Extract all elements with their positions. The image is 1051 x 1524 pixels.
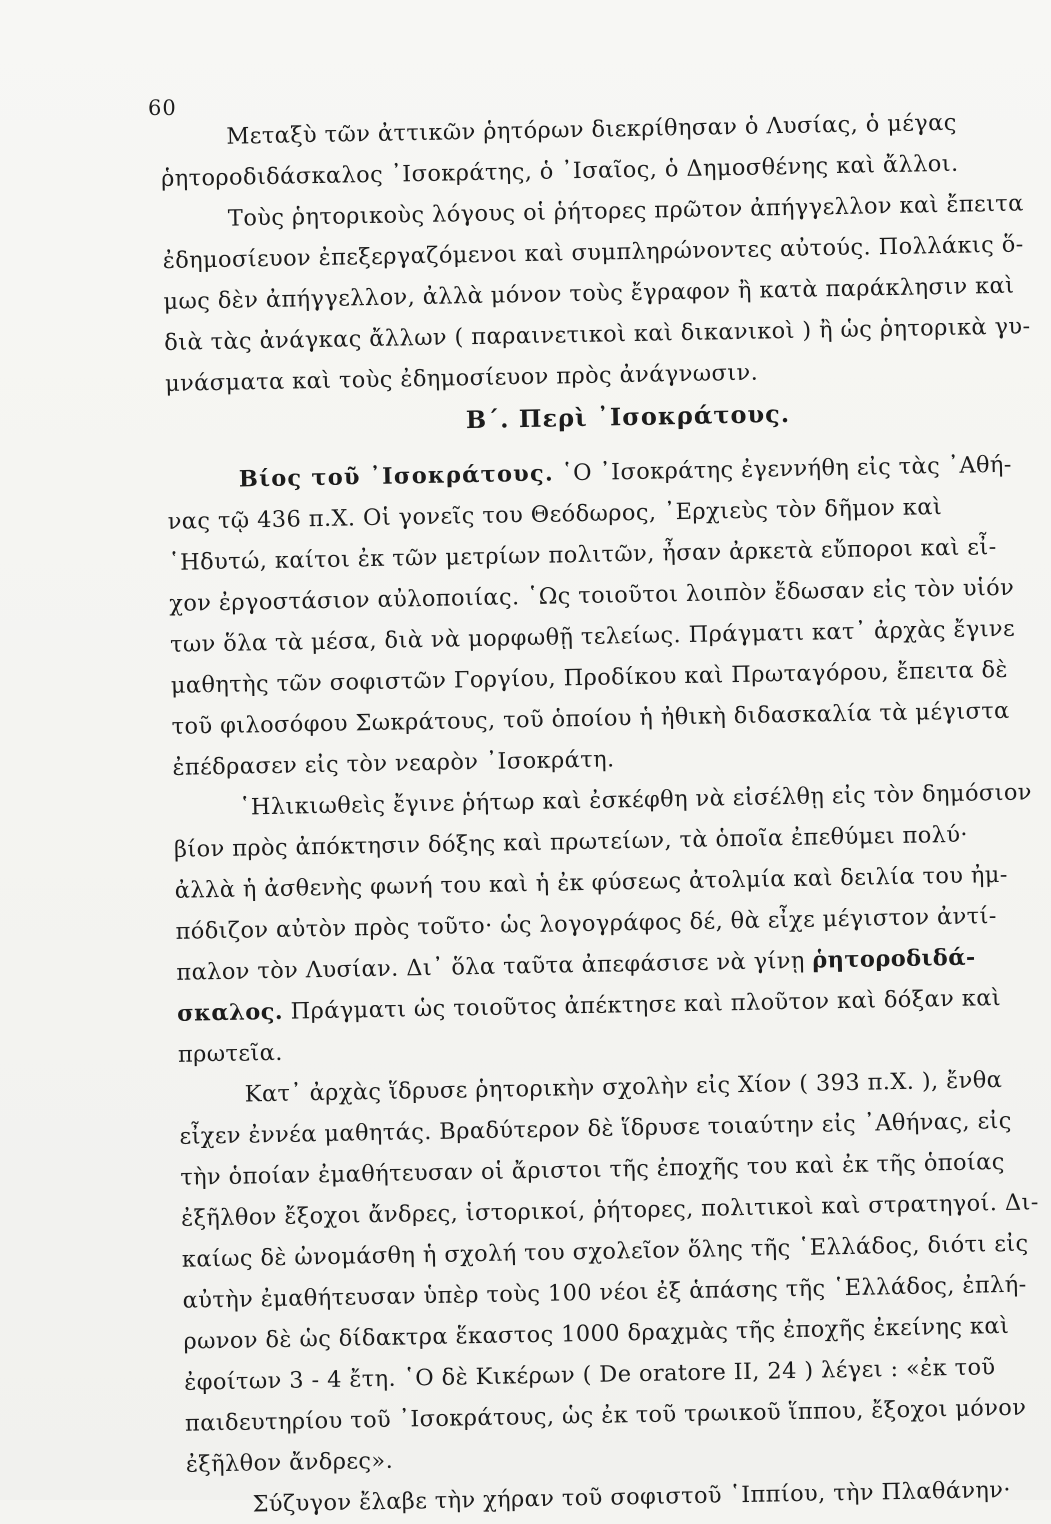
text-line: πρωτεῖα. — [177, 1039, 284, 1068]
text-block — [160, 103, 1040, 1518]
text-line: ἐπέδρασεν εἰς τὸν νεαρὸν ᾿Ισοκράτη. — [172, 746, 615, 781]
text-line: των ὅλα τὰ μέσα, διὰ νὰ μορφωθῇ τελείως. Πράγματι κατ᾿ ἀρχὰς ἔγινε — [169, 615, 1016, 658]
text-line: παλον τὸν Λυσίαν. Δι᾿ ὅλα ταῦτα ἀπεφάσισε νὰ γίνῃ ῥητοροδιδά- — [176, 944, 976, 986]
section-heading: Β΄. Περὶ ᾿Ισοκράτους. — [465, 398, 791, 435]
text-line: εἶχεν ἐννέα μαθητάς. Βραδύτερον δὲ ἵδρυσε τοιαύτην εἰς ᾿Αθήνας, εἰς — [179, 1107, 1013, 1150]
text-line: Μεταξὺ τῶν ἀττικῶν ῥητόρων διεκρίθησαν ὁ Λυσίας, ὁ μέγας — [226, 109, 957, 150]
text-line: Τοὺς ῥητορικοὺς λόγους οἱ ῥήτορες πρῶτον ἀπήγγελλον καὶ ἔπειτα — [227, 190, 1024, 232]
text-line: ῥητοροδιδάσκαλος ᾿Ισοκράτης, ὁ ᾿Ισαῖος, ὁ Δημοσθένης καὶ ἄλλοι. — [160, 150, 959, 192]
text-line: Κατ᾿ ἀρχὰς ἵδρυσε ῥητορικὴν σχολὴν εἰς Χίον ( 393 π.Χ. ), ἔνθα — [244, 1067, 1003, 1108]
text-line: ἀλλὰ ἡ ἀσθενὴς φωνή του καὶ ἡ ἐκ φύσεως ἀτολμία καὶ δειλία του ἠμ- — [174, 861, 1009, 904]
text-line: μαθητὴς τῶν σοφιστῶν Γοργίου, Προδίκου καὶ Πρωταγόρου, ἔπειτα δὲ — [170, 656, 1009, 699]
text-line: πόδιζον αὐτὸν πρὸς τοῦτο· ὡς λογογράφος δέ, θὰ εἶχε μέγιστον ἀντί- — [175, 903, 997, 945]
text-line: ἐξῆλθον ἔξοχοι ἄνδρες, ἱστορικοί, ῥήτορες, πολιτικοὶ καὶ στρατηγοί. Δι- — [180, 1189, 1040, 1232]
text-line: ῾Ηδυτώ, καίτοι ἐκ τῶν μετρίων πολιτῶν, ἦσαν ἀρκετὰ εὔποροι καὶ εἶ- — [168, 534, 997, 576]
text-line: ἐφοίτων 3 - 4 ἔτη. ῾Ο δὲ Κικέρων ( De oratore II, 24 ) λέγει : «ἐκ τοῦ — [183, 1354, 996, 1396]
text-line: Σύζυγον ἔλαβε τὴν χήραν τοῦ σοφιστοῦ ῾Ιππίου, τὴν Πλαθάνην· — [252, 1476, 1012, 1518]
text-line: μως δὲν ἀπήγγελλον, ἀλλὰ μόνον τοὺς ἔγραφον ἢ κατὰ παράκλησιν καὶ — [163, 272, 1015, 315]
text-line: καίως δὲ ὠνομάσθη ἡ σχολή του σχολεῖον ὅλης τῆς ῾Ελλάδος, διότι εἰς — [181, 1230, 1029, 1273]
text-line: βίον πρὸς ἀπόκτησιν δόξης καὶ πρωτείων, τὰ ὁποῖα ἐπεθύμει πολύ· — [173, 821, 969, 863]
text-line: νας τῷ 436 π.Χ. Οἱ γονεῖς του Θεόδωρος, ᾿Ερχιεὺς τὸν δῆμον καὶ — [167, 494, 943, 535]
page-number: 60 — [148, 96, 177, 120]
text-line: διὰ τὰς ἀνάγκας ἄλλων ( παραινετικοὶ καὶ δικανικοὶ ) ἢ ὡς ῥητορικὰ γυ- — [164, 313, 1031, 356]
text-line: ἐδημοσίευον ἐπεξεργαζόμενοι καὶ συμπληρώνοντες αὐτούς. Πολλάκις ὅ- — [162, 231, 1024, 274]
text-line: αὐτὴν ἐμαθήτευσαν ὑπὲρ τοὺς 100 νέοι ἐξ ἁπάσης τῆς ῾Ελλάδος, ἐπλή- — [182, 1271, 1027, 1314]
text-line: ἐξῆλθον ἄνδρες». — [185, 1447, 394, 1478]
text-line: τοῦ φιλοσόφου Σωκράτους, τοῦ ὁποίου ἡ ἠθικὴ διδασκαλία τὰ μέγιστα — [171, 697, 1010, 740]
text-line: σκαλος. Πράγματι ὡς τοιοῦτος ἀπέκτησε καὶ πλοῦτον καὶ δόξαν καὶ — [176, 985, 1002, 1027]
text-line: χον ἐργοστάσιον αὐλοποιίας. ῾Ως τοιοῦτοι λοιπὸν ἔδωσαν εἰς τὸν υἱόν — [169, 574, 1015, 617]
text-line: ρωνον δὲ ὡς δίδακτρα ἕκαστος 1000 δραχμὰς τῆς ἐποχῆς ἐκείνης καὶ — [183, 1312, 1010, 1355]
text-line: Βίος τοῦ ᾿Ισοκράτους. ῾Ο ᾿Ισοκράτης ἐγεννήθη εἰς τὰς ᾿Αθή- — [238, 451, 1013, 493]
text-line: μνάσματα καὶ τοὺς ἐδημοσίευον πρὸς ἀνάγνωσιν. — [164, 359, 759, 397]
text-line: τὴν ὁποίαν ἐμαθήτευσαν οἱ ἄριστοι τῆς ἐποχῆς του καὶ ἐκ τῆς ὁποίας — [180, 1148, 1005, 1191]
text-line: ῾Ηλικιωθεὶς ἔγινε ῥήτωρ καὶ ἐσκέφθη νὰ εἰσέλθῃ εἰς τὸν δημόσιον — [238, 779, 1033, 821]
text-line: παιδευτηρίου τοῦ ᾿Ισοκράτους, ὡς ἐκ τοῦ τρωικοῦ ἵππου, ἔξοχοι μόνον — [184, 1394, 1027, 1437]
